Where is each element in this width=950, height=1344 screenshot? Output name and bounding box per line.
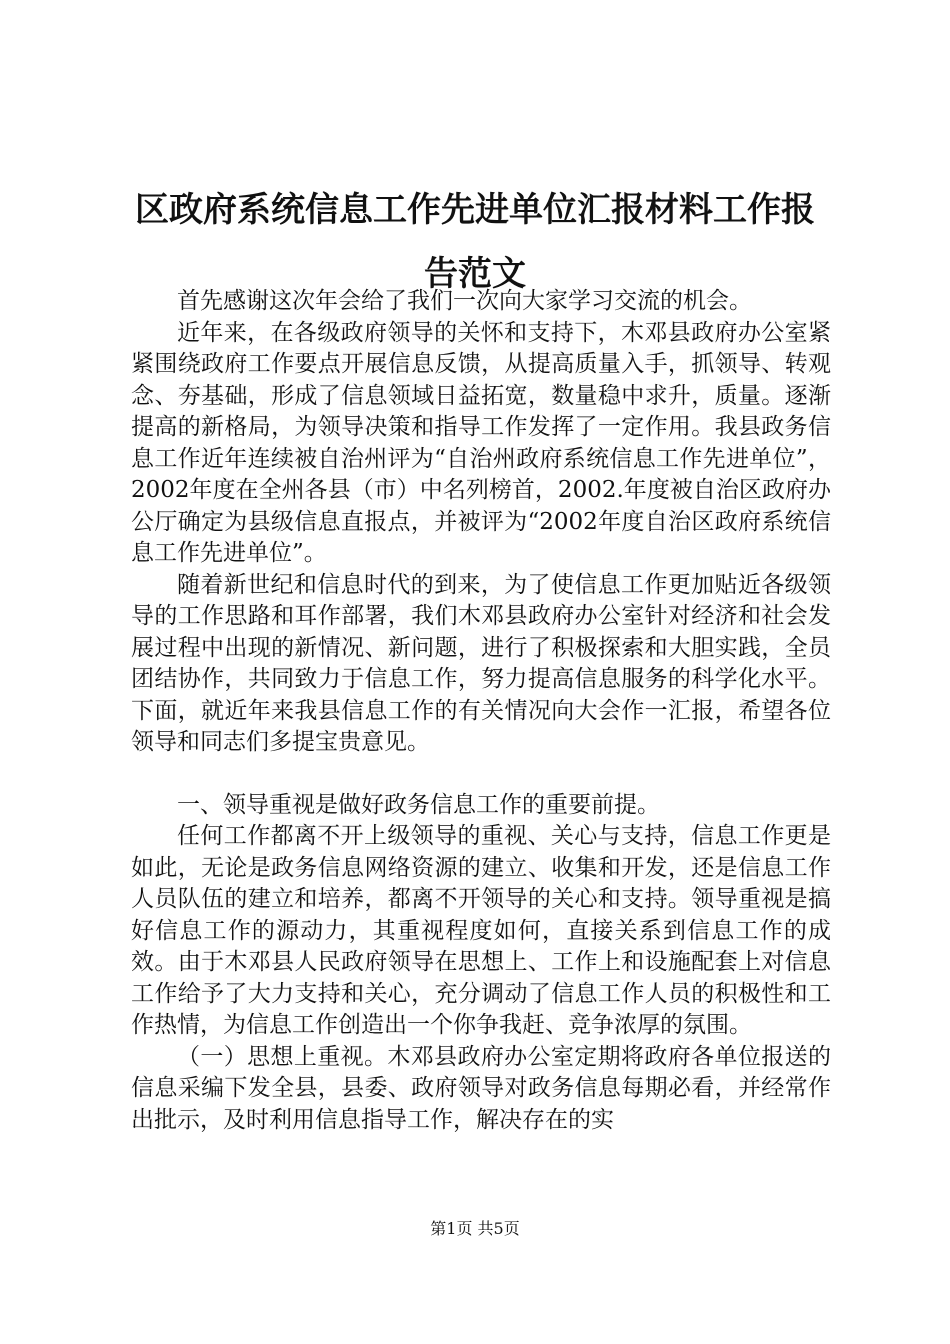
document-body: [131, 286, 831, 1136]
section-heading-1: 一、领导重视是做好政务信息工作的重要前提。: [177, 791, 660, 818]
document-title: 区政府系统信息工作先进单位汇报材料工作报告范文: [135, 190, 815, 294]
paragraph-leadership: 任何工作都离不开上级领导的重视、关心与支持，信息工作更是如此，无论是政务信息网络资源的建立、收集和开发，还是信息工作人员队伍的建立和培养，都离不开领导的关心和支持。领导重视是搞好信息工作的源动力，其重视程度如何，直接关系到信息工作的成效。由于木邓县人民政府领导在思想上、工作上和设施配套上对信息工作给予了大力支持和关心，充分调动了信息工作人员的积极性和工作热情，为信息工作创造出一个你争我赶、竞争浓厚的氛围。: [131, 823, 831, 1038]
paragraph-background: 近年来，在各级政府领导的关怀和支持下，木邓县政府办公室紧紧围绕政府工作要点开展信息反馈，从提高质量入手，抓领导、转观念、夯基础，形成了信息领域日益拓宽，数量稳中求升，质量。逐渐提高的新格局，为领导决策和指导工作发挥了一定作用。我县政务信息工作近年连续被自治州评为“自治州政府系统信息工作先进单位”，2002年度在全州各县（市）中名列榜首，2002.年度被自治区政府办公厅确定为县级信息直报点，并被评为“2002年度自治区政府系统信息工作先进单位”。: [131, 319, 831, 566]
paragraph-intro: 首先感谢这次年会给了我们一次向大家学习交流的机会。: [177, 288, 752, 314]
page-footer: 第1页 共5页: [430, 1219, 520, 1238]
paragraph-overview: 随着新世纪和信息时代的到来，为了使信息工作更加贴近各级领导的工作思路和耳作部署，我们木邓县政府办公室针对经济和社会发展过程中出现的新情况、新问题，进行了积极探索和大胆实践，全员团结协作，共同致力于信息工作，努力提高信息服务的科学化水平。下面，就近年来我县信息工作的有关情况向大会作一汇报，希望各位领导和同志们多提宝贵意见。: [131, 571, 831, 755]
paragraph-subsection-1: （一）思想上重视。木邓县政府办公室定期将政府各单位报送的信息采编下发全县，县委、政府领导对政务信息每期必看，并经常作出批示，及时利用信息指导工作，解决存在的实: [131, 1043, 831, 1133]
